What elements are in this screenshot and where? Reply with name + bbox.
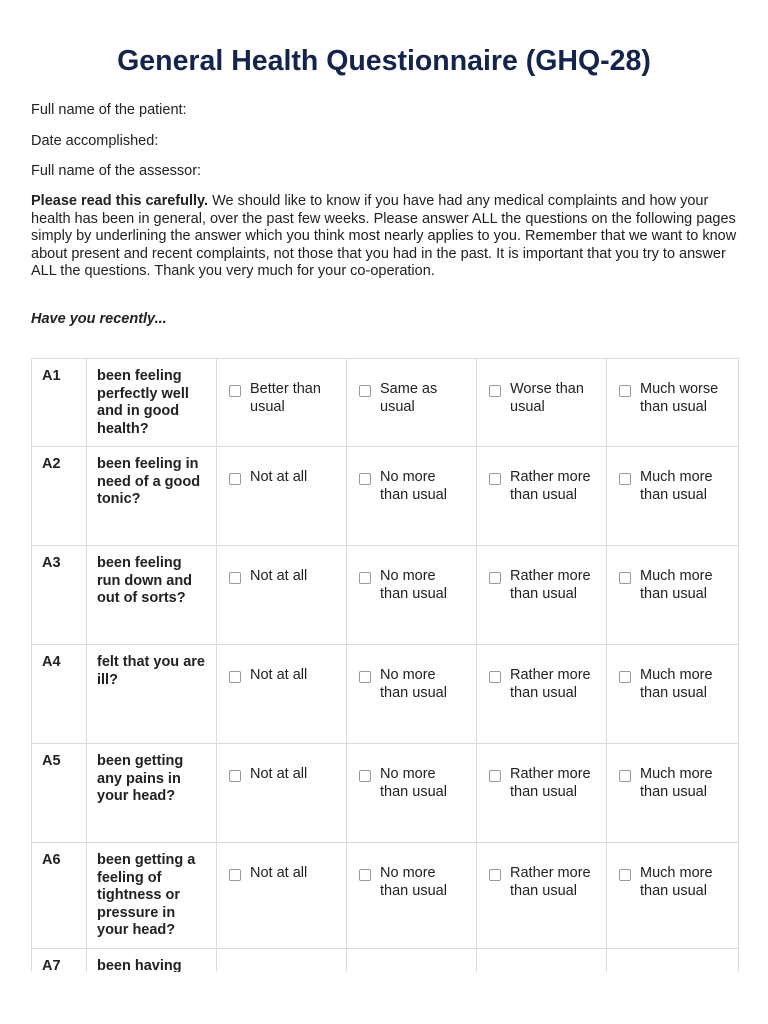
question-code: A6 — [32, 843, 87, 949]
answer-checkbox[interactable] — [229, 473, 241, 485]
answer-option[interactable] — [227, 852, 336, 883]
question-code: A2 — [32, 447, 87, 546]
question-code: A5 — [32, 744, 87, 843]
answer-option[interactable] — [617, 852, 728, 900]
answer-label: Rather more than usual — [510, 766, 591, 800]
question-text: been feeling run down and out of sorts? — [87, 546, 217, 645]
answer-option[interactable] — [487, 456, 596, 504]
instructions-paragraph — [31, 193, 743, 281]
answer-checkbox[interactable] — [359, 671, 371, 683]
answer-checkbox[interactable] — [619, 770, 631, 782]
answer-cell — [347, 546, 477, 645]
answer-cell — [217, 645, 347, 744]
answer-option[interactable] — [617, 368, 728, 416]
page-title: General Health Questionnaire (GHQ-28) — [117, 45, 651, 77]
answer-label: No more than usual — [380, 469, 447, 503]
answer-cell — [217, 744, 347, 843]
answer-checkbox[interactable] — [489, 572, 501, 584]
answer-option[interactable] — [357, 456, 466, 504]
answer-checkbox[interactable] — [359, 572, 371, 584]
answer-checkbox[interactable] — [619, 572, 631, 584]
answer-cell — [607, 546, 739, 645]
answer-option[interactable] — [617, 456, 728, 504]
question-row-a3 — [32, 546, 739, 645]
answer-option[interactable] — [357, 368, 466, 416]
answer-option[interactable] — [617, 654, 728, 702]
answer-checkbox[interactable] — [619, 869, 631, 881]
answer-checkbox[interactable] — [489, 385, 501, 397]
answer-label: Much worse than usual — [640, 381, 719, 415]
question-row-a1 — [32, 359, 739, 447]
answer-cell — [217, 447, 347, 546]
answer-option[interactable] — [487, 852, 596, 900]
question-row-a2 — [32, 447, 739, 546]
answer-cell — [347, 949, 477, 973]
answer-label: Much more than usual — [640, 865, 713, 899]
answer-option[interactable] — [487, 368, 596, 416]
answer-label: Much more than usual — [640, 766, 713, 800]
answer-label: Worse than usual — [510, 381, 584, 415]
answer-label: Rather more than usual — [510, 667, 591, 701]
answer-checkbox[interactable] — [619, 671, 631, 683]
assessor-name-label: Full name of the assessor: — [31, 163, 202, 179]
answer-option[interactable] — [227, 654, 336, 685]
answer-label: Much more than usual — [640, 667, 713, 701]
question-row-a5 — [32, 744, 739, 843]
answer-cell — [347, 645, 477, 744]
answer-option[interactable] — [357, 753, 466, 801]
answer-label: Not at all — [250, 865, 308, 881]
question-text: felt that you are ill? — [87, 645, 217, 744]
answer-label: Same as usual — [380, 381, 438, 415]
question-row-a7 — [32, 949, 739, 973]
question-text: been getting a feeling of tightness or pressure in your head? — [87, 843, 217, 949]
answer-cell — [607, 843, 739, 949]
answer-option[interactable] — [357, 852, 466, 900]
questions-table — [31, 358, 739, 972]
answer-label: Much more than usual — [640, 469, 713, 503]
answer-checkbox[interactable] — [359, 770, 371, 782]
answer-label: No more than usual — [380, 667, 447, 701]
answer-option[interactable] — [487, 555, 596, 603]
question-code: A7 — [32, 949, 87, 973]
answer-label: No more than usual — [380, 766, 447, 800]
answer-checkbox[interactable] — [359, 473, 371, 485]
answer-cell — [347, 447, 477, 546]
answer-cell — [477, 546, 607, 645]
question-row-a4 — [32, 645, 739, 744]
answer-cell — [477, 949, 607, 973]
question-code: A4 — [32, 645, 87, 744]
answer-label: Rather more than usual — [510, 568, 591, 602]
answer-label: Rather more than usual — [510, 865, 591, 899]
answer-cell — [347, 359, 477, 447]
answer-checkbox[interactable] — [229, 385, 241, 397]
answer-cell — [607, 359, 739, 447]
answer-option[interactable] — [357, 555, 466, 603]
question-text: been having — [87, 949, 217, 973]
question-row-a6 — [32, 843, 739, 949]
answer-cell — [217, 843, 347, 949]
answer-cell — [217, 359, 347, 447]
answer-cell — [217, 949, 347, 973]
answer-label: Much more than usual — [640, 568, 713, 602]
answer-label: No more than usual — [380, 568, 447, 602]
answer-cell — [477, 744, 607, 843]
answer-option[interactable] — [487, 654, 596, 702]
answer-checkbox[interactable] — [229, 572, 241, 584]
instructions-lead: Please read this carefully. — [31, 193, 209, 209]
answer-label: Not at all — [250, 469, 308, 485]
answer-cell — [607, 645, 739, 744]
answer-cell — [347, 843, 477, 949]
answer-cell — [477, 843, 607, 949]
answer-checkbox[interactable] — [229, 671, 241, 683]
question-text: been getting any pains in your head? — [87, 744, 217, 843]
answer-cell — [347, 744, 477, 843]
question-text: been feeling in need of a good tonic? — [87, 447, 217, 546]
answer-cell — [477, 447, 607, 546]
answer-label: Better than usual — [250, 381, 321, 415]
answer-option[interactable] — [227, 368, 336, 416]
answer-checkbox[interactable] — [489, 671, 501, 683]
answer-checkbox[interactable] — [229, 770, 241, 782]
answer-cell — [607, 447, 739, 546]
date-accomplished-label: Date accomplished: — [31, 133, 159, 149]
question-prompt: Have you recently... — [31, 311, 167, 327]
answer-checkbox[interactable] — [359, 385, 371, 397]
answer-label: Rather more than usual — [510, 469, 591, 503]
answer-checkbox[interactable] — [359, 869, 371, 881]
answer-checkbox[interactable] — [229, 869, 241, 881]
answer-cell — [477, 359, 607, 447]
answer-label: Not at all — [250, 766, 308, 782]
answer-cell — [607, 949, 739, 973]
answer-checkbox[interactable] — [489, 770, 501, 782]
answer-checkbox[interactable] — [489, 473, 501, 485]
answer-checkbox[interactable] — [619, 385, 631, 397]
answer-checkbox[interactable] — [619, 473, 631, 485]
questions-table-body — [32, 359, 739, 973]
answer-cell — [477, 645, 607, 744]
answer-cell — [217, 546, 347, 645]
answer-option[interactable] — [487, 753, 596, 801]
instructions-text: We should like to know if you have had any medical complaints and how your health has been in general, over the past few weeks. Please answer ALL the questions on the following pages simply by underlining the answer which you think most nearly applies to you. Remember that we want to know about present and recent complaints, not those that you had in the past. It is important that you try to answer ALL the questions. Thank you very much for your co-operation. — [31, 193, 737, 280]
answer-option[interactable] — [357, 654, 466, 702]
answer-option[interactable] — [227, 456, 336, 487]
answer-label: Not at all — [250, 667, 308, 683]
question-code: A1 — [32, 359, 87, 447]
answer-label: Not at all — [250, 568, 308, 584]
question-code: A3 — [32, 546, 87, 645]
answer-checkbox[interactable] — [489, 869, 501, 881]
answer-option[interactable] — [617, 753, 728, 801]
answer-option[interactable] — [227, 555, 336, 586]
patient-name-label: Full name of the patient: — [31, 102, 187, 118]
answer-cell — [607, 744, 739, 843]
answer-label: No more than usual — [380, 865, 447, 899]
answer-option[interactable] — [617, 555, 728, 603]
question-text: been feeling perfectly well and in good health? — [87, 359, 217, 447]
answer-option[interactable] — [227, 753, 336, 784]
